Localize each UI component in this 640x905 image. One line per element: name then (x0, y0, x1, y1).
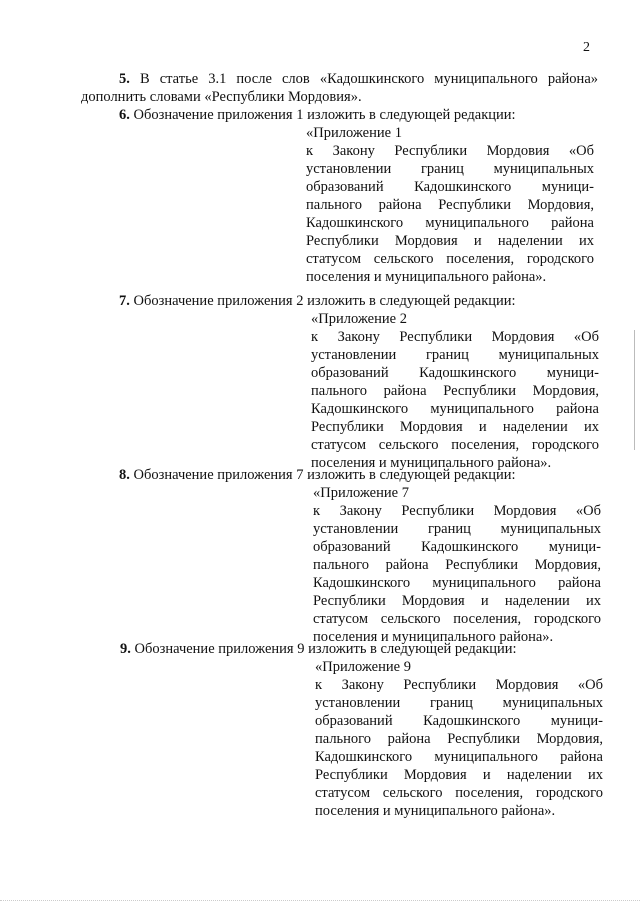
item-6-number: 6. (119, 107, 130, 123)
appendix-2-line: пального района Республики Мордовия, (311, 383, 599, 399)
item-9-text: Обозначение приложения 9 изложить в следующей редакции: (134, 641, 517, 657)
appendix-9-line: пального района Республики Мордовия, (315, 731, 603, 747)
item-8-number: 8. (119, 467, 130, 483)
appendix-7-block (313, 484, 601, 646)
appendix-2-line: Кадошкинского муниципального района (311, 401, 599, 417)
appendix-1-line: образований Кадошкинского муници- (306, 179, 594, 195)
appendix-1-line: установлении границ муниципальных (306, 161, 594, 177)
appendix-7-line: статусом сельского поселения, городского (313, 611, 601, 627)
appendix-2-line: образований Кадошкинского муници- (311, 365, 599, 381)
appendix-7-last-line: поселения и муниципального района». (313, 629, 554, 645)
item-5 (81, 70, 598, 106)
appendix-7-line: установлении границ муниципальных (313, 521, 601, 537)
appendix-9-block (315, 658, 603, 820)
appendix-9-line: статусом сельского поселения, городского (315, 785, 603, 801)
appendix-7-line: образований Кадошкинского муници- (313, 539, 601, 555)
appendix-9-line: установлении границ муниципальных (315, 695, 603, 711)
appendix-7-heading: «Приложение 7 (313, 485, 409, 501)
appendix-9-line: образований Кадошкинского муници- (315, 713, 603, 729)
appendix-1-heading: «Приложение 1 (306, 125, 402, 141)
appendix-2-heading: «Приложение 2 (311, 311, 407, 327)
item-5-number: 5. (119, 71, 130, 87)
item-5-line-2: дополнить словами «Республики Мордовия». (81, 89, 362, 105)
scan-edge-mark (634, 330, 635, 450)
appendix-1-block (306, 124, 594, 286)
appendix-9-last-line: поселения и муниципального района». (315, 803, 556, 819)
item-7-text: Обозначение приложения 2 изложить в следующей редакции: (133, 293, 516, 309)
appendix-7-line: Республики Мордовия и наделении их (313, 593, 601, 609)
item-9-number: 9. (120, 641, 131, 657)
appendix-7-line: пального района Республики Мордовия, (313, 557, 601, 573)
item-9 (120, 640, 517, 658)
appendix-1-line: статусом сельского поселения, городского (306, 251, 594, 267)
appendix-9-heading: «Приложение 9 (315, 659, 411, 675)
item-7 (119, 292, 516, 310)
appendix-9-line: Республики Мордовия и наделении их (315, 767, 603, 783)
appendix-1-line: Республики Мордовия и наделении их (306, 233, 594, 249)
item-8-text: Обозначение приложения 7 изложить в следующей редакции: (133, 467, 516, 483)
appendix-1-line: к Закону Республики Мордовия «Об (306, 143, 594, 159)
item-8 (119, 466, 516, 484)
appendix-2-last-line: поселения и муниципального района». (311, 455, 552, 471)
appendix-2-block (311, 310, 599, 472)
item-5-text-1: В статье 3.1 после слов «Кадошкинского муниципального района» (139, 71, 598, 87)
item-7-number: 7. (119, 293, 130, 309)
appendix-2-line: к Закону Республики Мордовия «Об (311, 329, 599, 345)
appendix-2-line: статусом сельского поселения, городского (311, 437, 599, 453)
page-number: 2 (583, 40, 590, 55)
appendix-2-line: Республики Мордовия и наделении их (311, 419, 599, 435)
appendix-9-line: к Закону Республики Мордовия «Об (315, 677, 603, 693)
appendix-1-line: пального района Республики Мордовия, (306, 197, 594, 213)
appendix-9-line: Кадошкинского муниципального района (315, 749, 603, 765)
item-6-text: Обозначение приложения 1 изложить в следующей редакции: (133, 107, 516, 123)
scan-bottom-edge (0, 900, 640, 902)
appendix-1-last-line: поселения и муниципального района». (306, 269, 547, 285)
appendix-1-line: Кадошкинского муниципального района (306, 215, 594, 231)
appendix-7-line: Кадошкинского муниципального района (313, 575, 601, 591)
item-5-line-1 (81, 70, 598, 88)
item-6 (119, 106, 516, 124)
appendix-7-line: к Закону Республики Мордовия «Об (313, 503, 601, 519)
appendix-2-line: установлении границ муниципальных (311, 347, 599, 363)
